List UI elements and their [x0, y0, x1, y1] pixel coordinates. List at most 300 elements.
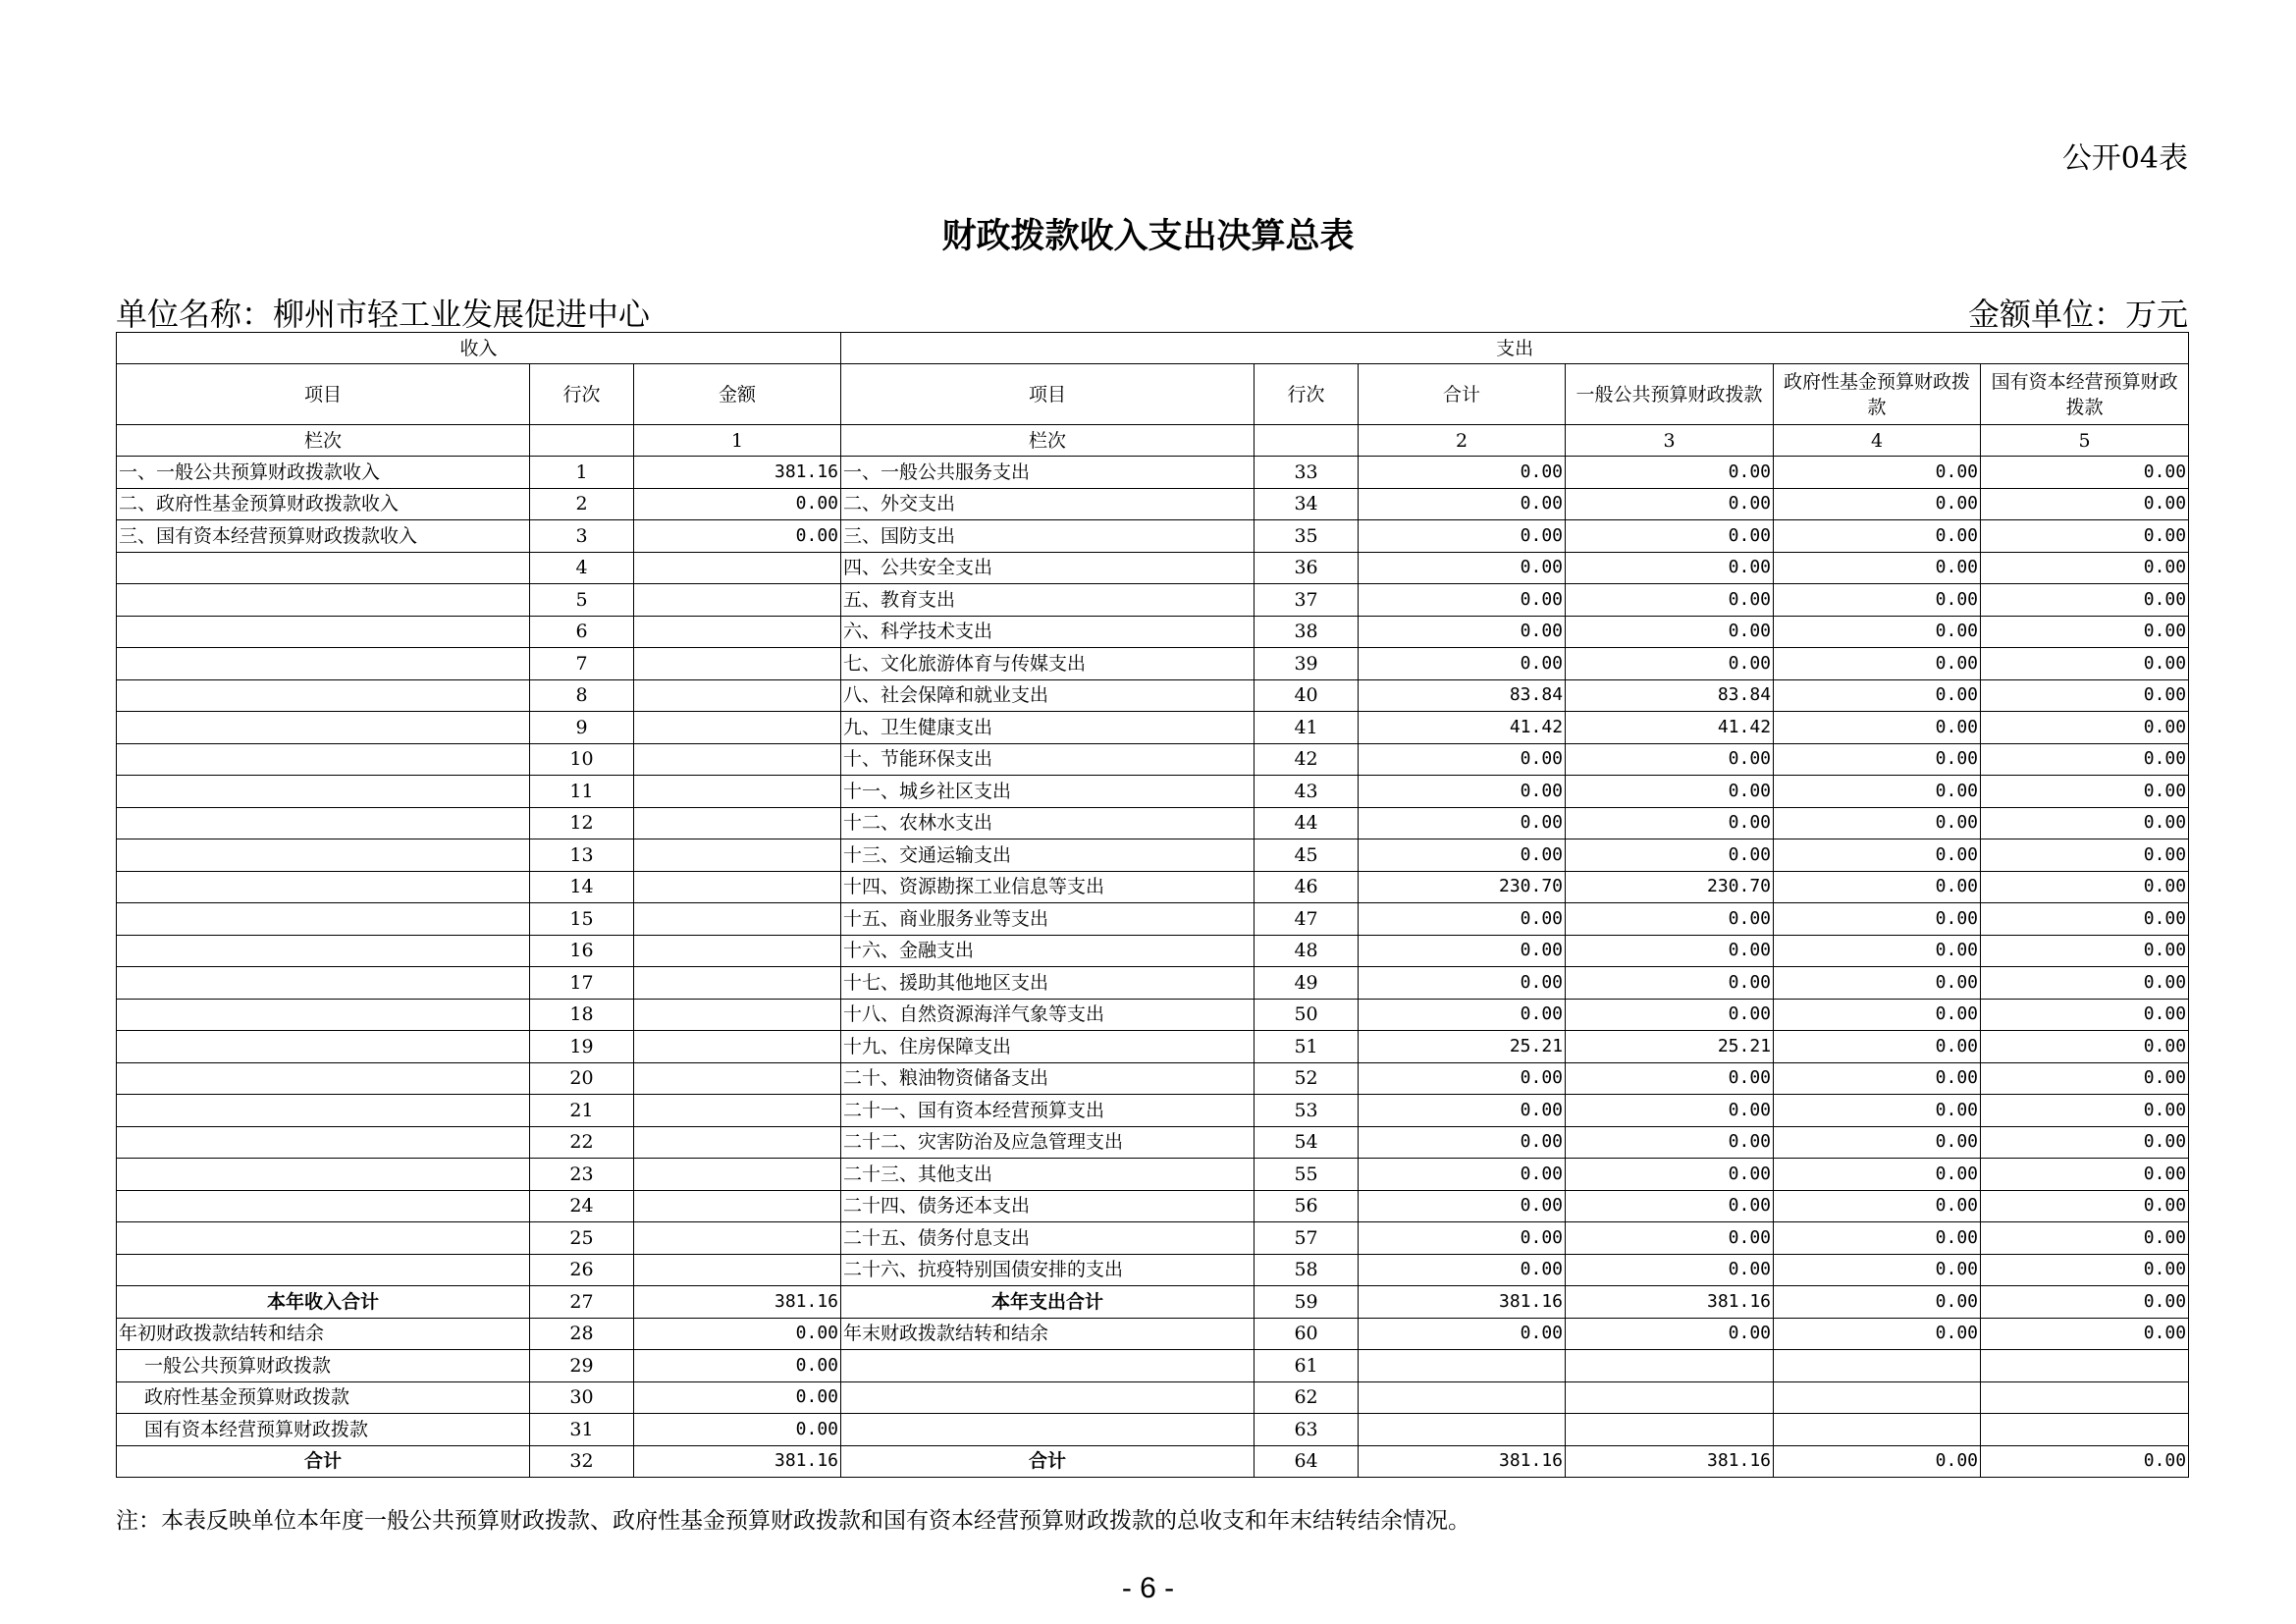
- income-item: 国有资本经营预算财政拨款: [117, 1414, 530, 1446]
- fund-budget-amount: 0.00: [1774, 712, 1981, 744]
- income-amount: 0.00: [634, 1350, 841, 1382]
- expense-row-no: 61: [1255, 1350, 1359, 1382]
- income-row-no: 25: [530, 1222, 634, 1255]
- expense-header: 支出: [841, 333, 2189, 364]
- expense-item: 十一、城乡社区支出: [841, 776, 1255, 808]
- expense-row-no: 60: [1255, 1318, 1359, 1350]
- expense-item: 本年支出合计: [841, 1286, 1255, 1319]
- expense-item: [841, 1414, 1255, 1446]
- income-row-no: 30: [530, 1381, 634, 1414]
- income-row-no: 12: [530, 807, 634, 839]
- income-amount: [634, 967, 841, 1000]
- income-amount: [634, 903, 841, 936]
- income-row-no: 13: [530, 839, 634, 872]
- fund-budget-amount: 0.00: [1774, 1159, 1981, 1191]
- expense-column-no-label: 栏次: [841, 425, 1255, 457]
- expense-item: [841, 1350, 1255, 1382]
- state-capital-amount: 0.00: [1981, 1031, 2189, 1063]
- general-budget-amount: 0.00: [1566, 648, 1774, 680]
- expense-total: [1359, 1414, 1566, 1446]
- table-row: [117, 616, 2189, 648]
- state-capital-amount: 0.00: [1981, 648, 2189, 680]
- state-capital-amount: 0.00: [1981, 935, 2189, 967]
- expense-item: 五、教育支出: [841, 584, 1255, 617]
- table-row: [117, 1126, 2189, 1159]
- income-item: [117, 1190, 530, 1222]
- income-row-no: 16: [530, 935, 634, 967]
- general-budget-amount: 0.00: [1566, 1190, 1774, 1222]
- expense-row-no: 48: [1255, 935, 1359, 967]
- fund-budget-amount: 0.00: [1774, 552, 1981, 584]
- fund-budget-amount: 0.00: [1774, 648, 1981, 680]
- general-budget-amount: 0.00: [1566, 1222, 1774, 1255]
- fund-budget-amount: 0.00: [1774, 584, 1981, 617]
- income-amount: [634, 648, 841, 680]
- income-amount: [634, 1159, 841, 1191]
- expense-item: 十、节能环保支出: [841, 743, 1255, 776]
- state-capital-amount: 0.00: [1981, 1286, 2189, 1319]
- expense-row-no: 35: [1255, 520, 1359, 553]
- income-item: [117, 1095, 530, 1127]
- expense-total: 0.00: [1359, 999, 1566, 1031]
- general-budget-amount: 0.00: [1566, 935, 1774, 967]
- general-budget-amount: 0.00: [1566, 839, 1774, 872]
- footnote: 注：本表反映单位本年度一般公共预算财政拨款、政府性基金预算财政拨款和国有资本经营预算财政拨款的总收支和年末结转结余情况。: [116, 1508, 1470, 1534]
- income-item: [117, 1159, 530, 1191]
- fund-budget-amount: 0.00: [1774, 807, 1981, 839]
- expense-total: 0.00: [1359, 1222, 1566, 1255]
- fund-budget-amount: [1774, 1381, 1981, 1414]
- expense-row-no: 58: [1255, 1254, 1359, 1286]
- expense-total: 0.00: [1359, 839, 1566, 872]
- table-row: [117, 1222, 2189, 1255]
- state-capital-amount: 0.00: [1981, 488, 2189, 520]
- column-no-2: 2: [1359, 425, 1566, 457]
- income-amount: [634, 1095, 841, 1127]
- income-amount: [634, 839, 841, 872]
- fund-budget-amount: 0.00: [1774, 871, 1981, 903]
- table-row: [117, 1062, 2189, 1095]
- income-row-no: 20: [530, 1062, 634, 1095]
- column-no-4: 4: [1774, 425, 1981, 457]
- income-item: 政府性基金预算财政拨款: [117, 1381, 530, 1414]
- table-row: [117, 488, 2189, 520]
- income-amount: 0.00: [634, 1318, 841, 1350]
- income-amount: [634, 1222, 841, 1255]
- unit-name: 单位名称：柳州市轻工业发展促进中心: [116, 296, 651, 333]
- general-budget-amount: 0.00: [1566, 552, 1774, 584]
- general-budget-amount: 0.00: [1566, 457, 1774, 489]
- fund-budget-amount: 0.00: [1774, 488, 1981, 520]
- table-row: [117, 1381, 2189, 1414]
- fund-budget-amount: 0.00: [1774, 839, 1981, 872]
- fund-budget-amount: 0.00: [1774, 1318, 1981, 1350]
- income-item: 一般公共预算财政拨款: [117, 1350, 530, 1382]
- expense-row-no: 51: [1255, 1031, 1359, 1063]
- column-no-5: 5: [1981, 425, 2189, 457]
- expense-total: 0.00: [1359, 776, 1566, 808]
- income-row-no: 21: [530, 1095, 634, 1127]
- table-row: [117, 520, 2189, 553]
- fund-budget-amount: 0.00: [1774, 616, 1981, 648]
- state-capital-amount: 0.00: [1981, 552, 2189, 584]
- table-row: [117, 935, 2189, 967]
- fund-budget-amount: 0.00: [1774, 1286, 1981, 1319]
- income-item: [117, 679, 530, 712]
- income-amount: 0.00: [634, 520, 841, 553]
- income-amount: [634, 776, 841, 808]
- budget-table: [116, 332, 2189, 1478]
- income-item: [117, 712, 530, 744]
- expense-total: 25.21: [1359, 1031, 1566, 1063]
- expense-total: 0.00: [1359, 1254, 1566, 1286]
- general-budget-amount: 381.16: [1566, 1286, 1774, 1319]
- income-amount: 0.00: [634, 1381, 841, 1414]
- state-capital-amount: 0.00: [1981, 679, 2189, 712]
- expense-row-no: 56: [1255, 1190, 1359, 1222]
- expense-row-no: 53: [1255, 1095, 1359, 1127]
- expense-item: 十七、援助其他地区支出: [841, 967, 1255, 1000]
- general-budget-amount: 0.00: [1566, 1159, 1774, 1191]
- expense-item: 十九、住房保障支出: [841, 1031, 1255, 1063]
- income-amount: 0.00: [634, 1414, 841, 1446]
- table-row: [117, 1350, 2189, 1382]
- general-budget-amount: 381.16: [1566, 1445, 1774, 1478]
- fund-budget-amount: 0.00: [1774, 1095, 1981, 1127]
- income-amount: 381.16: [634, 457, 841, 489]
- expense-total: 0.00: [1359, 743, 1566, 776]
- fund-budget-amount: 0.00: [1774, 1031, 1981, 1063]
- column-no-1: 1: [634, 425, 841, 457]
- income-item: [117, 616, 530, 648]
- income-row-no: 32: [530, 1445, 634, 1478]
- expense-row-no: 33: [1255, 457, 1359, 489]
- table-row: [117, 457, 2189, 489]
- form-number: 公开04表: [2061, 141, 2188, 176]
- general-budget-amount: 0.00: [1566, 1095, 1774, 1127]
- state-capital-amount: 0.00: [1981, 1318, 2189, 1350]
- fund-budget-amount: 0.00: [1774, 1222, 1981, 1255]
- general-budget-amount: 0.00: [1566, 1254, 1774, 1286]
- expense-item: 七、文化旅游体育与传媒支出: [841, 648, 1255, 680]
- income-row-no: 14: [530, 871, 634, 903]
- general-budget-amount: [1566, 1350, 1774, 1382]
- income-row-no: 17: [530, 967, 634, 1000]
- income-item: [117, 871, 530, 903]
- expense-row-no-header: 行次: [1255, 364, 1359, 425]
- table-row: [117, 967, 2189, 1000]
- general-budget-amount: 0.00: [1566, 1318, 1774, 1350]
- fund-budget-amount: [1774, 1350, 1981, 1382]
- table-row: [117, 1318, 2189, 1350]
- expense-row-no: 50: [1255, 999, 1359, 1031]
- expense-total: 0.00: [1359, 584, 1566, 617]
- income-item: 年初财政拨款结转和结余: [117, 1318, 530, 1350]
- fund-budget-amount: 0.00: [1774, 520, 1981, 553]
- expense-item-header: 项目: [841, 364, 1255, 425]
- general-budget-amount: 0.00: [1566, 584, 1774, 617]
- expense-item: 十六、金融支出: [841, 935, 1255, 967]
- income-row-no: 11: [530, 776, 634, 808]
- income-amount: 0.00: [634, 488, 841, 520]
- expense-row-no: 59: [1255, 1286, 1359, 1319]
- expense-item: 年末财政拨款结转和结余: [841, 1318, 1255, 1350]
- general-budget-amount: 0.00: [1566, 616, 1774, 648]
- income-amount: [634, 935, 841, 967]
- general-budget-amount: 25.21: [1566, 1031, 1774, 1063]
- expense-total: 0.00: [1359, 1159, 1566, 1191]
- page-number: - 6 -: [1121, 1572, 1175, 1604]
- general-budget-amount: 0.00: [1566, 1126, 1774, 1159]
- fund-budget-amount: 0.00: [1774, 1190, 1981, 1222]
- general-budget-amount: 0.00: [1566, 743, 1774, 776]
- income-item: [117, 584, 530, 617]
- expense-total: 83.84: [1359, 679, 1566, 712]
- expense-item: 二十四、债务还本支出: [841, 1190, 1255, 1222]
- expense-item: 二十、粮油物资储备支出: [841, 1062, 1255, 1095]
- expense-total: 0.00: [1359, 648, 1566, 680]
- expense-total: 0.00: [1359, 1062, 1566, 1095]
- income-row-no: 29: [530, 1350, 634, 1382]
- expense-item: 九、卫生健康支出: [841, 712, 1255, 744]
- income-item: [117, 776, 530, 808]
- state-capital-amount: 0.00: [1981, 1445, 2189, 1478]
- income-row-no: 5: [530, 584, 634, 617]
- table-row: [117, 743, 2189, 776]
- expense-item: 十二、农林水支出: [841, 807, 1255, 839]
- income-amount: [634, 552, 841, 584]
- empty-cell: [1255, 425, 1359, 457]
- income-item: [117, 743, 530, 776]
- income-row-no: 4: [530, 552, 634, 584]
- fund-budget-amount: 0.00: [1774, 457, 1981, 489]
- income-item: [117, 1254, 530, 1286]
- expense-total: 0.00: [1359, 935, 1566, 967]
- income-item: [117, 1126, 530, 1159]
- expense-total: [1359, 1381, 1566, 1414]
- general-budget-amount: 0.00: [1566, 903, 1774, 936]
- state-capital-amount: 0.00: [1981, 967, 2189, 1000]
- state-capital-amount: 0.00: [1981, 839, 2189, 872]
- general-budget-amount: [1566, 1381, 1774, 1414]
- state-capital-amount: 0.00: [1981, 1159, 2189, 1191]
- income-item: 二、政府性基金预算财政拨款收入: [117, 488, 530, 520]
- expense-item: 二、外交支出: [841, 488, 1255, 520]
- income-row-no: 24: [530, 1190, 634, 1222]
- expense-item: 二十三、其他支出: [841, 1159, 1255, 1191]
- table-row: [117, 999, 2189, 1031]
- fund-budget-amount: 0.00: [1774, 935, 1981, 967]
- income-row-no: 28: [530, 1318, 634, 1350]
- income-amount: [634, 584, 841, 617]
- state-capital-amount: 0.00: [1981, 776, 2189, 808]
- table-row: [117, 1095, 2189, 1127]
- table-row: [117, 903, 2189, 936]
- income-item: 本年收入合计: [117, 1286, 530, 1319]
- income-amount: [634, 871, 841, 903]
- table-row: [117, 839, 2189, 872]
- header-row-columns: [117, 364, 2189, 425]
- fund-budget-amount: 0.00: [1774, 679, 1981, 712]
- column-no-3: 3: [1566, 425, 1774, 457]
- fund-budget-amount: 0.00: [1774, 1445, 1981, 1478]
- fund-budget-amount: 0.00: [1774, 967, 1981, 1000]
- income-item: [117, 648, 530, 680]
- income-row-no-header: 行次: [530, 364, 634, 425]
- table-row: [117, 712, 2189, 744]
- income-amount: [634, 712, 841, 744]
- expense-row-no: 34: [1255, 488, 1359, 520]
- expense-row-no: 55: [1255, 1159, 1359, 1191]
- expense-row-no: 46: [1255, 871, 1359, 903]
- expense-total: [1359, 1350, 1566, 1382]
- state-capital-amount: 0.00: [1981, 1126, 2189, 1159]
- income-row-no: 23: [530, 1159, 634, 1191]
- fund-budget-amount: 0.00: [1774, 903, 1981, 936]
- income-item: [117, 1031, 530, 1063]
- expense-row-no: 41: [1255, 712, 1359, 744]
- table-row: [117, 807, 2189, 839]
- expense-item: 一、一般公共服务支出: [841, 457, 1255, 489]
- income-row-no: 9: [530, 712, 634, 744]
- expense-row-no: 38: [1255, 616, 1359, 648]
- income-item: [117, 807, 530, 839]
- income-amount: [634, 1031, 841, 1063]
- income-amount: 381.16: [634, 1286, 841, 1319]
- state-capital-amount: 0.00: [1981, 999, 2189, 1031]
- income-amount: [634, 807, 841, 839]
- expense-total: 0.00: [1359, 616, 1566, 648]
- state-capital-header: 国有资本经营预算财政拨款: [1981, 364, 2189, 425]
- income-row-no: 18: [530, 999, 634, 1031]
- state-capital-amount: [1981, 1350, 2189, 1382]
- table-row: [117, 871, 2189, 903]
- income-item: [117, 999, 530, 1031]
- table-row: [117, 1445, 2189, 1478]
- total-header: 合计: [1359, 364, 1566, 425]
- expense-total: 381.16: [1359, 1286, 1566, 1319]
- currency-unit: 金额单位：万元: [1967, 296, 2188, 333]
- empty-cell: [530, 425, 634, 457]
- expense-total: 0.00: [1359, 903, 1566, 936]
- income-item-header: 项目: [117, 364, 530, 425]
- expense-total: 0.00: [1359, 1318, 1566, 1350]
- income-amount: [634, 679, 841, 712]
- table-row: [117, 1031, 2189, 1063]
- expense-total: 0.00: [1359, 552, 1566, 584]
- fund-budget-amount: 0.00: [1774, 1126, 1981, 1159]
- fund-budget-amount: 0.00: [1774, 1062, 1981, 1095]
- expense-row-no: 57: [1255, 1222, 1359, 1255]
- state-capital-amount: [1981, 1381, 2189, 1414]
- income-amount: [634, 1126, 841, 1159]
- table-row: [117, 648, 2189, 680]
- income-item: [117, 935, 530, 967]
- expense-total: 0.00: [1359, 1190, 1566, 1222]
- expense-item: 二十一、国有资本经营预算支出: [841, 1095, 1255, 1127]
- expense-row-no: 62: [1255, 1381, 1359, 1414]
- table-row: [117, 1190, 2189, 1222]
- expense-row-no: 52: [1255, 1062, 1359, 1095]
- income-amount: [634, 1254, 841, 1286]
- general-budget-amount: 41.42: [1566, 712, 1774, 744]
- expense-row-no: 37: [1255, 584, 1359, 617]
- income-row-no: 3: [530, 520, 634, 553]
- expense-item: 十八、自然资源海洋气象等支出: [841, 999, 1255, 1031]
- expense-total: 381.16: [1359, 1445, 1566, 1478]
- income-item: [117, 839, 530, 872]
- income-item: [117, 967, 530, 1000]
- income-amount: [634, 1062, 841, 1095]
- state-capital-amount: 0.00: [1981, 743, 2189, 776]
- page-title: 财政拨款收入支出决算总表: [941, 217, 1355, 256]
- income-item: 一、一般公共预算财政拨款收入: [117, 457, 530, 489]
- expense-row-no: 63: [1255, 1414, 1359, 1446]
- expense-row-no: 43: [1255, 776, 1359, 808]
- income-row-no: 2: [530, 488, 634, 520]
- state-capital-amount: 0.00: [1981, 520, 2189, 553]
- income-item: [117, 903, 530, 936]
- fund-budget-header: 政府性基金预算财政拨款: [1774, 364, 1981, 425]
- expense-item: 六、科学技术支出: [841, 616, 1255, 648]
- general-budget-amount: [1566, 1414, 1774, 1446]
- expense-row-no: 42: [1255, 743, 1359, 776]
- income-row-no: 7: [530, 648, 634, 680]
- state-capital-amount: 0.00: [1981, 1095, 2189, 1127]
- expense-row-no: 39: [1255, 648, 1359, 680]
- income-row-no: 27: [530, 1286, 634, 1319]
- table-row: [117, 1414, 2189, 1446]
- header-row-column-numbers: [117, 425, 2189, 457]
- expense-item: 合计: [841, 1445, 1255, 1478]
- state-capital-amount: 0.00: [1981, 616, 2189, 648]
- expense-item: 三、国防支出: [841, 520, 1255, 553]
- income-row-no: 10: [530, 743, 634, 776]
- table-row: [117, 776, 2189, 808]
- expense-item: 二十六、抗疫特别国债安排的支出: [841, 1254, 1255, 1286]
- fund-budget-amount: 0.00: [1774, 1254, 1981, 1286]
- fund-budget-amount: 0.00: [1774, 743, 1981, 776]
- general-budget-amount: 0.00: [1566, 1062, 1774, 1095]
- expense-row-no: 54: [1255, 1126, 1359, 1159]
- state-capital-amount: 0.00: [1981, 871, 2189, 903]
- income-row-no: 31: [530, 1414, 634, 1446]
- income-column-no-label: 栏次: [117, 425, 530, 457]
- general-budget-header: 一般公共预算财政拨款: [1566, 364, 1774, 425]
- expense-row-no: 49: [1255, 967, 1359, 1000]
- expense-total: 0.00: [1359, 488, 1566, 520]
- expense-item: 四、公共安全支出: [841, 552, 1255, 584]
- expense-item: 十三、交通运输支出: [841, 839, 1255, 872]
- state-capital-amount: 0.00: [1981, 1222, 2189, 1255]
- state-capital-amount: 0.00: [1981, 457, 2189, 489]
- income-row-no: 1: [530, 457, 634, 489]
- expense-row-no: 64: [1255, 1445, 1359, 1478]
- expense-row-no: 36: [1255, 552, 1359, 584]
- general-budget-amount: 0.00: [1566, 999, 1774, 1031]
- expense-total: 0.00: [1359, 1095, 1566, 1127]
- income-row-no: 26: [530, 1254, 634, 1286]
- expense-total: 41.42: [1359, 712, 1566, 744]
- fund-budget-amount: 0.00: [1774, 999, 1981, 1031]
- state-capital-amount: 0.00: [1981, 903, 2189, 936]
- table-row: [117, 1254, 2189, 1286]
- expense-item: 二十二、灾害防治及应急管理支出: [841, 1126, 1255, 1159]
- expense-item: 十四、资源勘探工业信息等支出: [841, 871, 1255, 903]
- income-amount-header: 金额: [634, 364, 841, 425]
- income-amount: [634, 1190, 841, 1222]
- expense-total: 0.00: [1359, 457, 1566, 489]
